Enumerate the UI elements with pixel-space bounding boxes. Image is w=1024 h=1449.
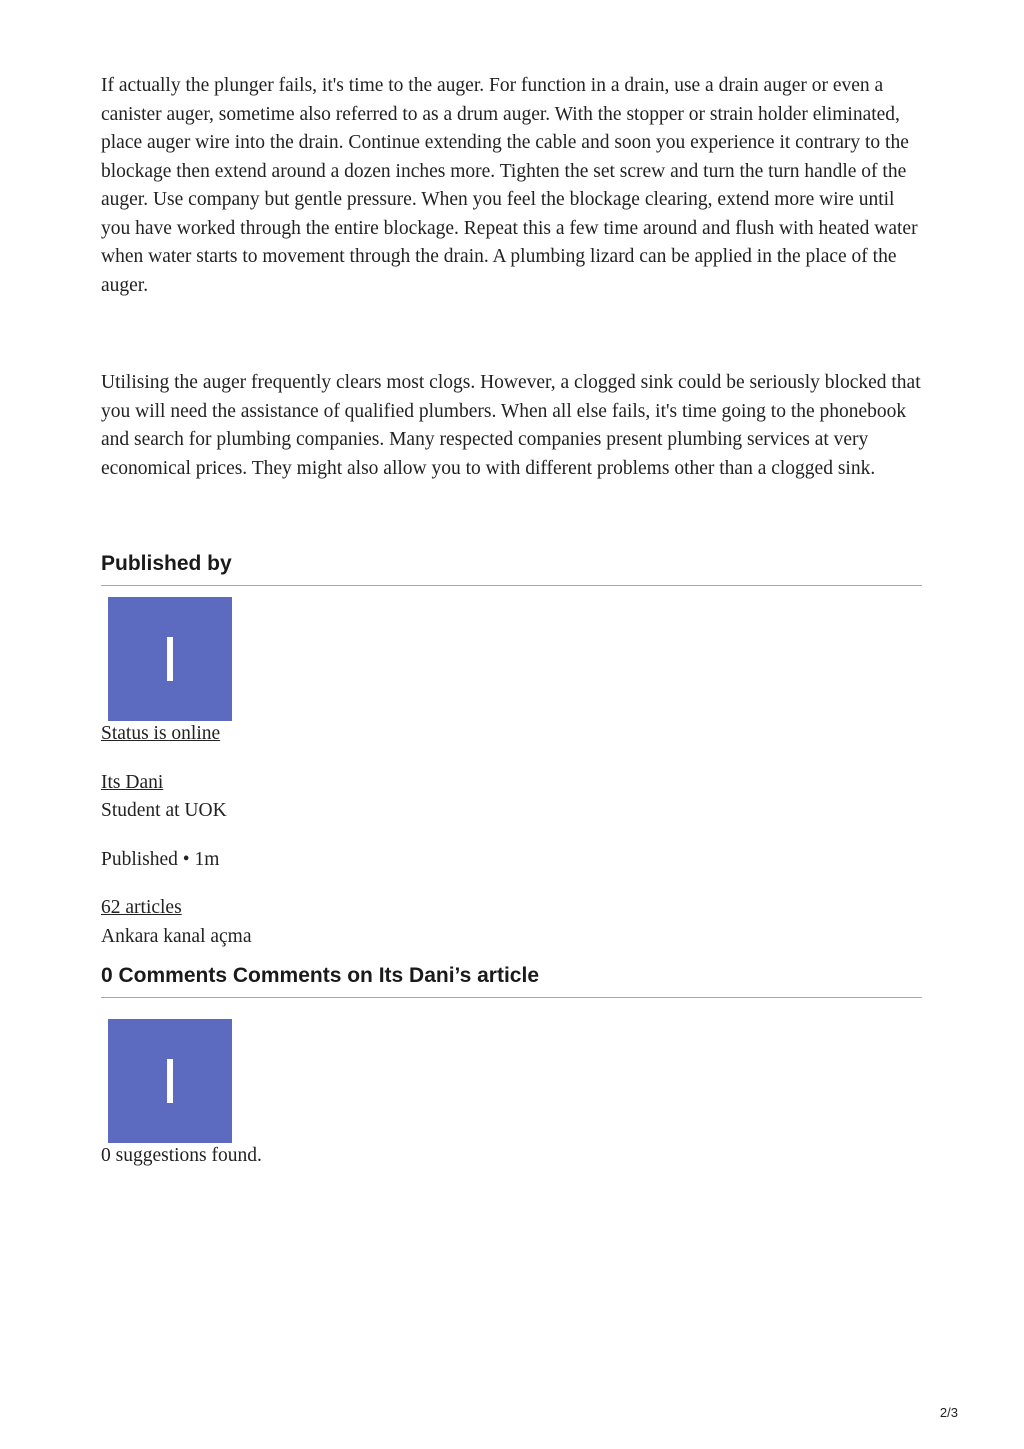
commenter-avatar[interactable] <box>108 1019 232 1143</box>
article-paragraph: If actually the plunger fails, it's time to the auger. For function in a drain, use a drain auger or even a canister auger, sometime also referred to as a drum auger. With the stopper or strain holder eliminated, place auger wire into the drain. Continue extending the cable and soon you experience it contrary to the blockage then extend around a dozen inches more. Tighten the set screw and turn the turn handle of the auger. Use company but gentle pressure. When you feel the blockage clearing, extend more wire until you have worked through the entire blockage. Repeat this a few time around and flush with heated water when water starts to movement through the drain. A plumbing lizard can be applied in the place of the auger. <box>101 75 918 296</box>
author-avatar[interactable] <box>108 597 232 721</box>
published-by-section <box>101 552 923 951</box>
comments-section <box>101 964 923 1171</box>
page-content <box>101 72 923 1171</box>
section-divider <box>101 585 922 586</box>
page-number: 2/3 <box>939 1405 958 1420</box>
comments-heading: 0 Comments Comments on Its Dani’s article <box>101 964 539 987</box>
published-time: Published • 1m <box>101 848 220 870</box>
published-by-heading: Published by <box>101 552 232 575</box>
author-tagline: Ankara kanal açma <box>101 925 252 947</box>
article-body <box>101 72 923 483</box>
author-title: Student at UOK <box>101 800 227 821</box>
suggestions-status: 0 suggestions found. <box>101 1145 262 1166</box>
article-paragraph: Utilising the auger frequently clears most clogs. However, a clogged sink could be seriously blocked that you will need the assistance of qualified plumbers. When all else fails, it's time going to the phonebook and search for plumbing companies. Many respected companies present plumbing services at very economical prices. They might also allow you to with different problems other than a clogged sink. <box>101 372 921 479</box>
avatar-initial: I <box>161 1045 179 1117</box>
section-divider <box>101 997 922 998</box>
avatar-initial: I <box>161 623 179 695</box>
author-articles-link[interactable]: 62 articles <box>101 897 182 918</box>
author-name-link[interactable]: Its Dani <box>101 771 164 793</box>
author-status-link[interactable]: Status is online <box>101 723 221 744</box>
